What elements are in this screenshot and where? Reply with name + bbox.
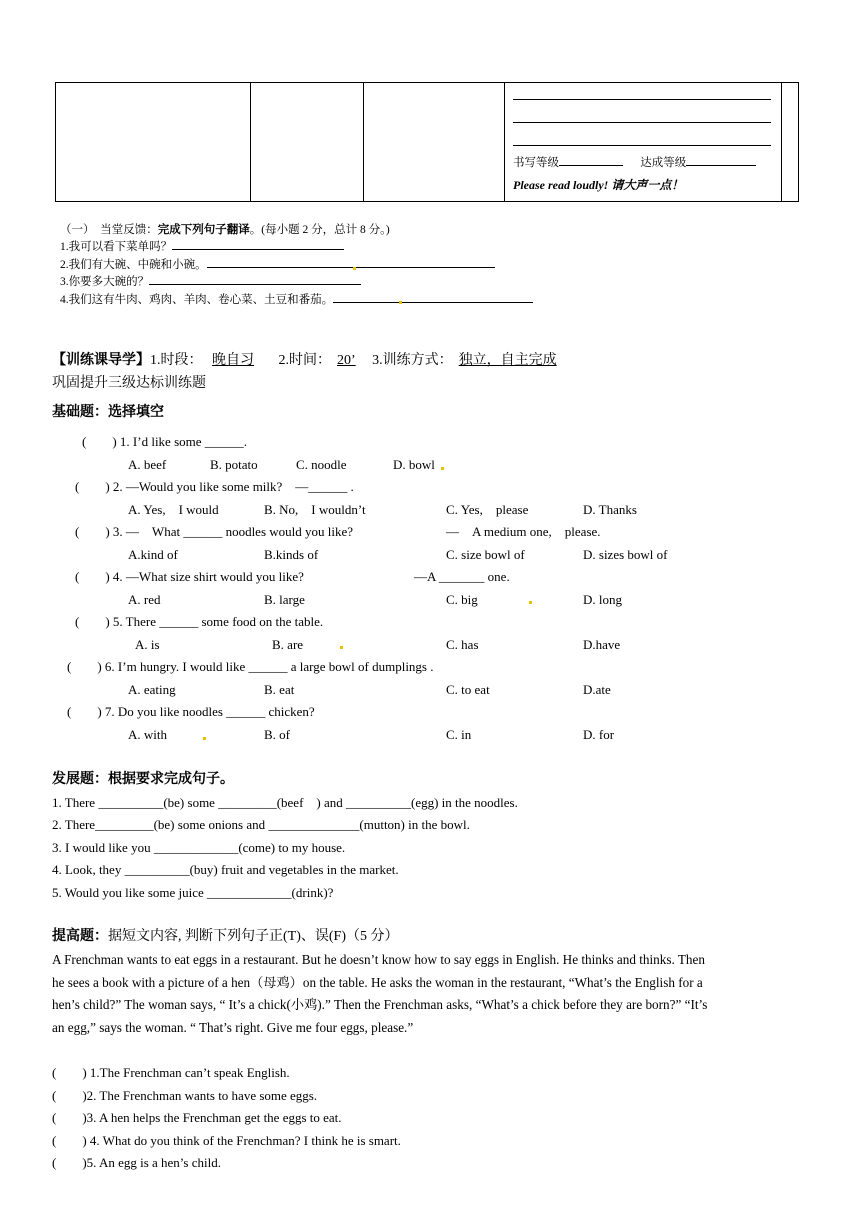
question-stem-tail: —A _______ one. [414,569,510,584]
judgment-item: ( )5. An egg is a hen’s child. [52,1155,221,1170]
question-stem: ( ) 7. Do you like noodles ______ chicken? [67,704,315,719]
edit-mark-icon [529,601,532,604]
advanced-heading: 提高题：据短文内容, 判断下列句子正(T)、误(F)（5 分） [52,929,399,944]
writing-grade-label: 书写等级 [513,157,559,169]
option: D. bowl [393,457,435,472]
passage-line: hen’s child?” The woman says, “ It’s a chick(小鸡).” Then the Frenchman asks, “What’s a chick before they are born?” “It’s [52,997,708,1012]
develop-item: 4. Look, they __________(buy) fruit and vegetables in the market. [52,862,399,877]
feedback-item: 4.我们这有牛肉、鸡肉、羊肉、卷心菜、土豆和番茄。 [60,291,533,309]
table-cell [56,83,251,202]
option: B. of [264,727,290,742]
option: D. sizes bowl of [583,547,668,562]
develop-item: 2. There_________(be) some onions and ______________(mutton) in the bowl. [52,817,470,832]
question-stem: ( ) 2. —Would you like some milk? —______ . [75,479,354,494]
option: C. in [446,727,472,742]
option: C. to eat [446,682,490,697]
feedback-item: 1.我可以看下菜单吗？ [60,238,344,256]
option: C. has [446,637,479,652]
question-stem: ( ) 1. I’d like some ______. [82,434,248,449]
option: D.have [583,637,621,652]
option: B. eat [264,682,295,697]
develop-item: 3. I would like you _____________(come) to my house. [52,840,346,855]
feedback-item: 2.我们有大碗、中碗和小碗。 [60,256,495,274]
training-subtitle: 巩固提升三级达标训练题 [52,376,206,391]
option: B. large [264,592,305,607]
passage-line: he sees a book with a picture of a hen（母鸡）on the table. He asks the woman in the restaurant, “What’s the English for a [52,975,703,990]
achievement-grade-label: 达成等级 [640,157,687,169]
option: B.kinds of [264,547,319,562]
option: D. Thanks [583,502,637,517]
option: A. with [128,727,167,742]
option: D. for [583,727,615,742]
top-table [55,82,799,202]
edit-mark-icon [399,301,402,304]
option: A. Yes, I would [128,502,219,517]
option: C. size bowl of [446,547,525,562]
judgment-item: ( ) 1.The Frenchman can’t speak English. [52,1065,290,1080]
option: A. eating [128,682,176,697]
option: B. are [272,637,304,652]
question-stem: ( ) 5. There ______ some food on the table. [75,614,324,629]
basic-heading: 基础题：选择填空 [52,405,164,420]
edit-mark-icon [340,646,343,649]
option: C. noodle [296,457,347,472]
question-stem: ( ) 3. — What ______ noodles would you like? [75,524,354,539]
edit-mark-icon [441,467,444,470]
option: C. Yes, please [446,502,529,517]
develop-item: 1. There __________(be) some _________(beef ) and __________(egg) in the noodles. [52,795,518,810]
feedback-item: 3.你要多大碗的？ [60,273,361,291]
option: A. red [128,592,161,607]
judgment-item: ( ) 4. What do you think of the Frenchman? I think he is smart. [52,1133,401,1148]
read-loudly-en: Please read loudly! [513,178,609,192]
option: D. long [583,592,622,607]
question-stem-tail: — A medium one, please. [446,524,601,539]
table-cell [251,83,364,202]
judgment-item: ( )2. The Frenchman wants to have some eggs. [52,1088,318,1103]
option: B. No, I wouldn’t [264,502,366,517]
option: A. is [135,637,160,652]
develop-item: 5. Would you like some juice _____________(drink)? [52,885,334,900]
question-stem: ( ) 6. I’m hungry. I would like ______ a large bowl of dumplings . [67,659,434,674]
feedback-heading: （一） 当堂反馈：完成下列句子翻译。(每小题 2 分，总计 8 分。) [60,224,390,236]
judgment-item: ( )3. A hen helps the Frenchman get the eggs to eat. [52,1110,342,1125]
passage-line: A Frenchman wants to eat eggs in a restaurant. But he doesn’t know how to say eggs in English. He thinks and thinks. Then [52,952,705,967]
option: A.kind of [128,547,178,562]
option: A. beef [128,457,167,472]
question-stem: ( ) 4. —What size shirt would you like? [75,569,304,584]
edit-mark-icon [353,267,356,270]
develop-heading: 发展题：根据要求完成句子。 [52,772,234,787]
option: C. big [446,592,478,607]
table-cell [782,83,799,202]
passage-line: an egg,” says the woman. “ That’s right. Give me four eggs, please.” [52,1020,414,1035]
read-loudly-cn: 请大声一点！ [611,178,684,192]
option: D.ate [583,682,611,697]
training-header: 【训练课导学】1.时段： 晚自习 2.时间： 20’ 3.训练方式： 独立，自主完成 [52,353,557,368]
table-cell-writing [505,83,782,202]
option: B. potato [210,457,258,472]
edit-mark-icon [203,737,206,740]
table-cell [364,83,505,202]
